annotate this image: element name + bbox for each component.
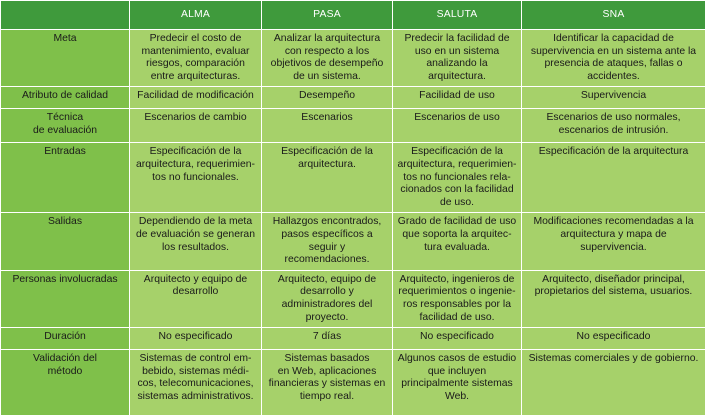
table-cell: Escenarios [262, 109, 393, 143]
table-cell: Predecir el costo de mantenimiento, evaluar riesgos, comparación entre arquitecturas. [130, 30, 262, 87]
table-cell: Facilidad de uso [393, 87, 522, 109]
table-row [1, 143, 705, 213]
row-label: Validación del método [1, 350, 130, 416]
table-cell: Arquitecto y equipo de desarrollo [130, 270, 262, 327]
table-cell: Especificación de la arquitectura. [262, 143, 393, 213]
table-row [1, 30, 705, 87]
row-label: Atributo de calidad [1, 87, 130, 109]
table-cell: Identificar la capacidad de supervivencia en un sistema ante la presencia de ataques, fallas o accidentes. [522, 30, 705, 87]
table-cell: Analizar la arquitectura con respecto a los objetivos de desempeño de un sistema. [262, 30, 393, 87]
row-label: Técnica de evaluación [1, 109, 130, 143]
table-cell: Facilidad de modificación [130, 87, 262, 109]
table-row [1, 87, 705, 109]
table-cell: Arquitecto, equipo de desarrollo y administradores del proyecto. [262, 270, 393, 327]
table-cell: Supervivencia [522, 87, 705, 109]
table-cell: Especificación de la arquitectura, requerimien- tos no funcionales rela- cionados con la facilidad de uso. [393, 143, 522, 213]
table-cell: Predecir la facilidad de uso en un sistema analizando la arquitectura. [393, 30, 522, 87]
table-cell: No especificado [522, 328, 705, 350]
row-label: Personas involucradas [1, 270, 130, 327]
column-header-sna: SNA [522, 1, 705, 30]
table-cell: Hallazgos encontrados, pasos específicos a seguir y recomendaciones. [262, 213, 393, 270]
table-row [1, 270, 705, 327]
column-header-saluta: SALUTA [393, 1, 522, 30]
row-label: Duración [1, 328, 130, 350]
table-cell: Especificación de la arquitectura, requerimien- tos no funcionales. [130, 143, 262, 213]
table-cell: Arquitecto, ingenieros de requerimientos o ingenie- ros responsables por la facilidad de uso. [393, 270, 522, 327]
table-row [1, 213, 705, 270]
table-cell: Sistemas comerciales y de gobierno. [522, 350, 705, 416]
table-cell: Escenarios de cambio [130, 109, 262, 143]
corner-cell [1, 1, 130, 30]
table-cell: Grado de facilidad de uso que soporta la arquitec- tura evaluada. [393, 213, 522, 270]
row-label: Meta [1, 30, 130, 87]
table-cell: Escenarios de uso [393, 109, 522, 143]
table-cell: Sistemas basados en Web, aplicaciones financieras y sistemas en tiempo real. [262, 350, 393, 416]
row-label: Entradas [1, 143, 130, 213]
table-cell: Sistemas de control em- bebido, sistemas médi- cos, telecomunicaciones, sistemas administrativos. [130, 350, 262, 416]
table-row [1, 109, 705, 143]
table-cell: Arquitecto, diseñador principal, propietarios del sistema, usuarios. [522, 270, 705, 327]
table-cell: Algunos casos de estudio que incluyen principalmente sistemas Web. [393, 350, 522, 416]
table-cell: Modificaciones recomendadas a la arquitectura y mapa de supervivencia. [522, 213, 705, 270]
header-row [1, 1, 705, 30]
table-row [1, 328, 705, 350]
row-label: Salidas [1, 213, 130, 270]
table-cell: Especificación de la arquitectura [522, 143, 705, 213]
table-cell: No especificado [130, 328, 262, 350]
table-cell: 7 días [262, 328, 393, 350]
column-header-alma: ALMA [130, 1, 262, 30]
table-cell: No especificado [393, 328, 522, 350]
column-header-pasa: PASA [262, 1, 393, 30]
table-cell: Desempeño [262, 87, 393, 109]
table-row [1, 350, 705, 416]
table-cell: Escenarios de uso normales, escenarios de intrusión. [522, 109, 705, 143]
table-cell: Dependiendo de la meta de evaluación se generan los resultados. [130, 213, 262, 270]
